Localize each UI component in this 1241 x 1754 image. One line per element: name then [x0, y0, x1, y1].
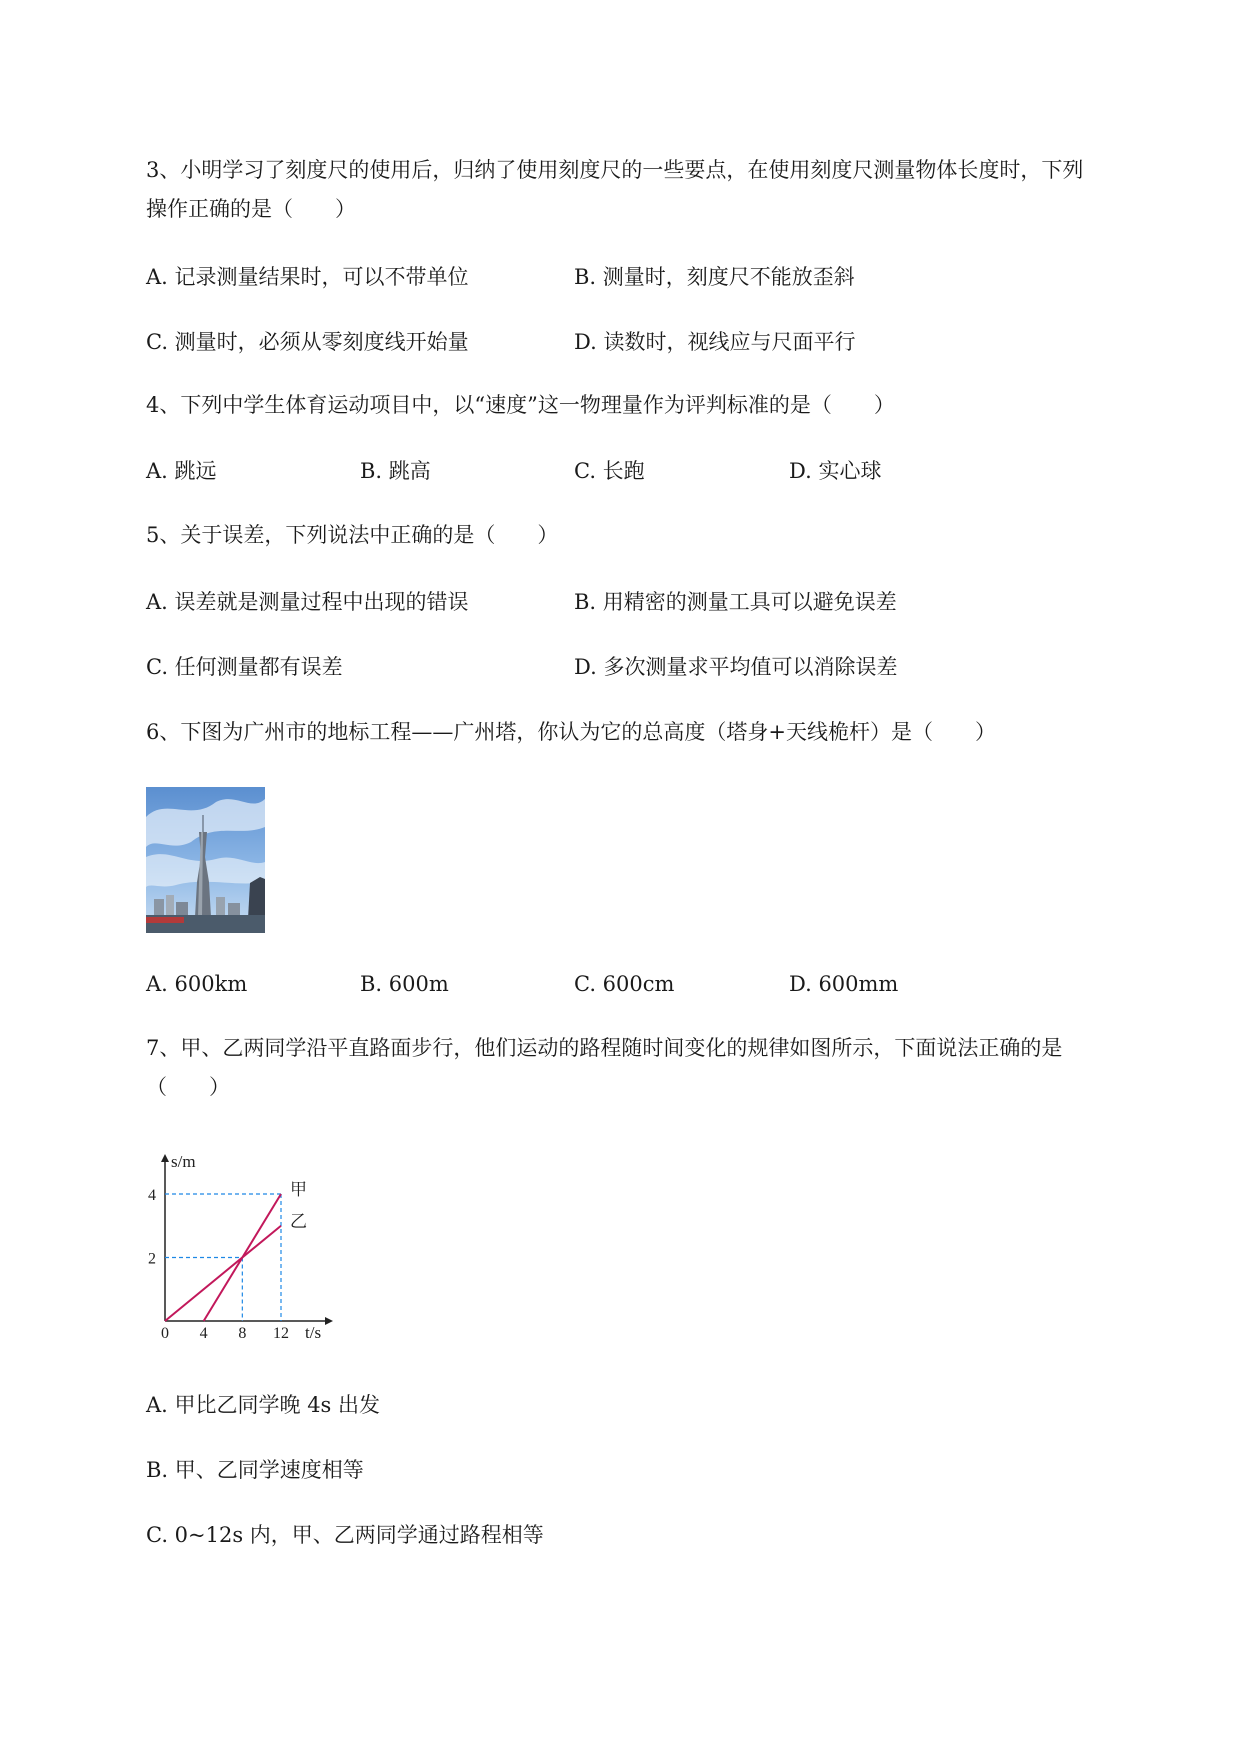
q7-stem-line2: （ ）: [146, 1075, 230, 1099]
x-tick-label: 12: [273, 1325, 289, 1342]
q5-option-a: A. 误差就是测量过程中出现的错误: [146, 590, 469, 614]
q4-option-c: C. 长跑: [574, 459, 645, 483]
q4-option-a: A. 跳远: [146, 459, 217, 483]
series-line-yi: [165, 1226, 281, 1321]
y-tick-label: 4: [148, 1187, 156, 1204]
q4-option-d: D. 实心球: [789, 459, 882, 483]
q5-option-b: B. 用精密的测量工具可以避免误差: [574, 590, 897, 614]
q3-stem-line2: 操作正确的是（ ）: [146, 197, 356, 221]
q3-option-b: B. 测量时，刻度尺不能放歪斜: [574, 265, 855, 289]
q7-stem-line1: 7、甲、乙两同学沿平直路面步行，他们运动的路程随时间变化的规律如图所示，下面说法正确的是: [146, 1036, 1063, 1060]
series-label-yi: 乙: [290, 1211, 307, 1231]
q6-option-a: A. 600km: [146, 972, 248, 996]
q5-option-d: D. 多次测量求平均值可以消除误差: [574, 655, 898, 679]
distance-time-graph: [140, 1150, 340, 1350]
x-axis-arrow: [325, 1317, 333, 1325]
q3-stem-line1: 3、小明学习了刻度尺的使用后，归纳了使用刻度尺的一些要点，在使用刻度尺测量物体长度时，下列: [146, 158, 1084, 182]
q6-option-d: D. 600mm: [789, 972, 899, 996]
x-tick-label: 8: [238, 1325, 247, 1342]
q3-option-d: D. 读数时，视线应与尺面平行: [574, 330, 856, 354]
q3-option-c: C. 测量时，必须从零刻度线开始量: [146, 330, 469, 354]
q5-option-c: C. 任何测量都有误差: [146, 655, 343, 679]
y-axis-arrow: [161, 1154, 169, 1162]
x-axis-label: t/s: [305, 1323, 322, 1342]
q4-stem: 4、下列中学生体育运动项目中，以“速度”这一物理量作为评判标准的是（ ）: [146, 393, 895, 417]
q5-stem: 5、关于误差，下列说法中正确的是（ ）: [146, 523, 559, 547]
q7-option-c: C. 0~12s 内，甲、乙两同学通过路程相等: [146, 1523, 544, 1547]
y-axis-label: s/m: [171, 1152, 196, 1171]
y-tick-label: 2: [148, 1250, 156, 1268]
x-tick-label: 0: [161, 1325, 169, 1342]
q6-stem: 6、下图为广州市的地标工程——广州塔，你认为它的总高度（塔身+天线桅杆）是（ ）: [146, 720, 996, 744]
q6-option-b: B. 600m: [360, 972, 449, 996]
q4-option-b: B. 跳高: [360, 459, 431, 483]
q7-option-b: B. 甲、乙同学速度相等: [146, 1458, 364, 1482]
canton-tower-photo: [146, 787, 265, 933]
x-tick-label: 4: [199, 1325, 208, 1342]
q3-option-a: A. 记录测量结果时，可以不带单位: [146, 265, 469, 289]
series-label-jia: 甲: [290, 1180, 307, 1199]
q7-option-a: A. 甲比乙同学晚 4s 出发: [146, 1393, 381, 1417]
q6-option-c: C. 600cm: [574, 972, 675, 996]
